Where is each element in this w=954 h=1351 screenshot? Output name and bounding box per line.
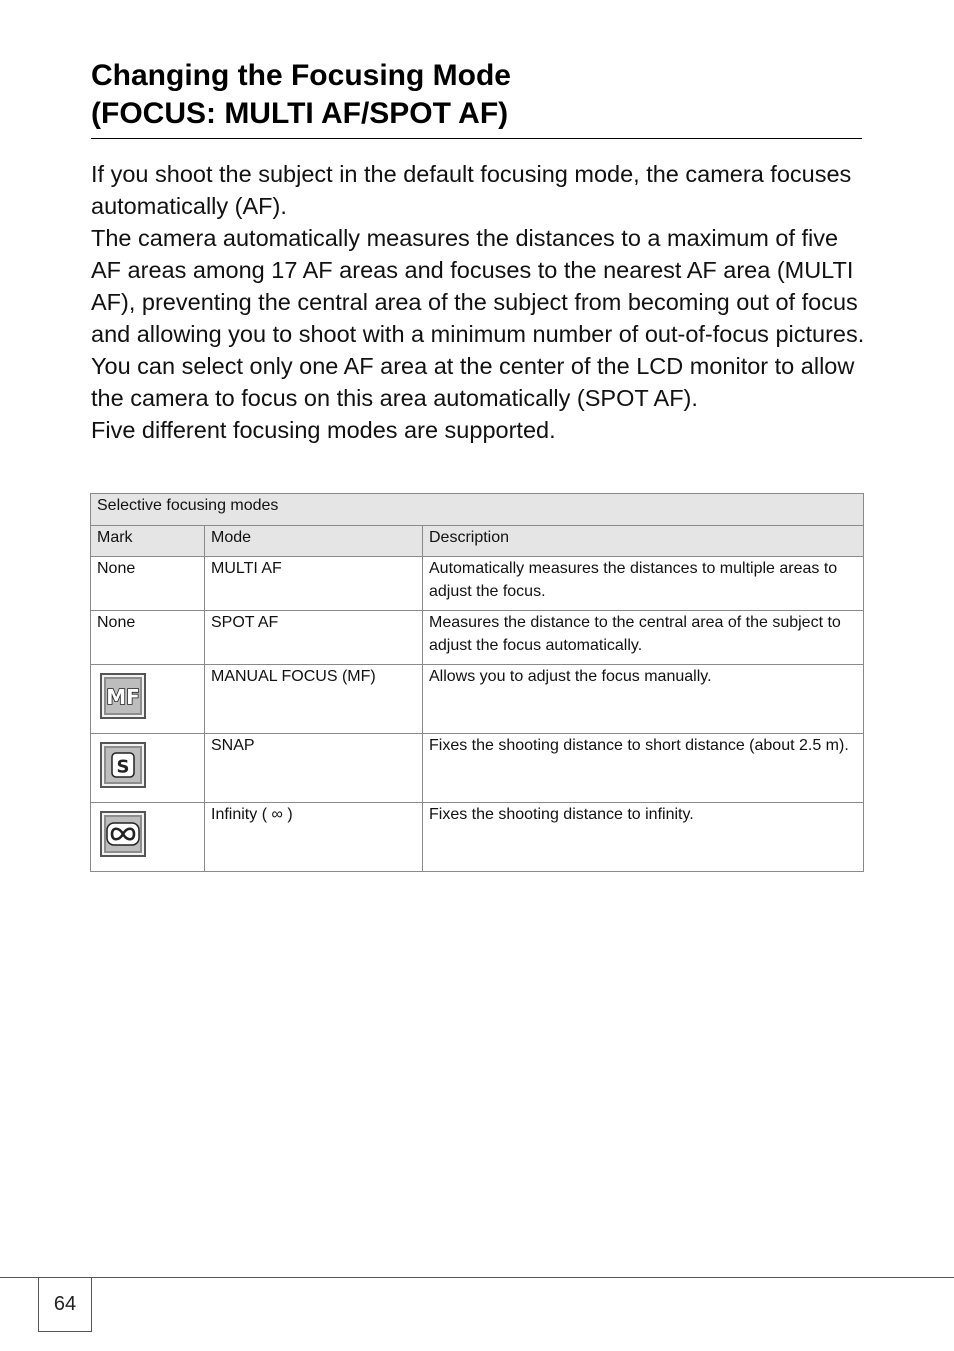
row-mark	[91, 665, 205, 734]
row-mode: Infinity ( ∞ )	[205, 803, 423, 872]
table-row	[91, 803, 864, 872]
footer-rule	[0, 1277, 954, 1278]
snap-s-icon	[100, 742, 146, 788]
svg-text:MF: MF	[106, 685, 140, 709]
row-description: Fixes the shooting distance to infinity.	[423, 803, 864, 872]
row-description: Measures the distance to the central area of the subject to adjust the focus automatically.	[423, 611, 864, 665]
intro-paragraph-4: Five different focusing modes are supported.	[91, 417, 556, 443]
row-mark	[91, 734, 205, 803]
table-row	[91, 665, 864, 734]
row-mode: SNAP	[205, 734, 423, 803]
page-title-line-1: Changing the Focusing Mode	[91, 59, 511, 92]
row-mark: None	[91, 611, 205, 665]
page-title	[91, 57, 862, 133]
table-caption: Selective focusing modes	[91, 494, 864, 526]
table-row	[91, 611, 864, 665]
svg-text:S: S	[116, 756, 130, 778]
intro-paragraph-3: You can select only one AF area at the center of the LCD monitor to allow the camera to focus on this area automatically (SPOT AF).	[91, 353, 855, 411]
table-row	[91, 734, 864, 803]
manual-focus-mf-icon	[100, 673, 146, 719]
header-mark: Mark	[91, 526, 205, 557]
page-title-line-2: (FOCUS: MULTI AF/SPOT AF)	[91, 97, 509, 130]
infinity-icon	[100, 811, 146, 857]
row-description: Automatically measures the distances to multiple areas to adjust the focus.	[423, 557, 864, 611]
row-mark: None	[91, 557, 205, 611]
row-description: Fixes the shooting distance to short distance (about 2.5 m).	[423, 734, 864, 803]
intro-text	[91, 158, 866, 446]
page-number: 64	[38, 1277, 92, 1332]
row-mode: SPOT AF	[205, 611, 423, 665]
row-mode: MANUAL FOCUS (MF)	[205, 665, 423, 734]
header-description: Description	[423, 526, 864, 557]
table-header-row	[91, 526, 864, 557]
title-underline	[91, 138, 862, 139]
row-description: Allows you to adjust the focus manually.	[423, 665, 864, 734]
header-mode: Mode	[205, 526, 423, 557]
table-caption-row	[91, 494, 864, 526]
focusing-modes-table	[90, 493, 864, 872]
row-mark	[91, 803, 205, 872]
intro-paragraph-1: If you shoot the subject in the default focusing mode, the camera focuses automatically (AF).	[91, 161, 852, 219]
row-mode: MULTI AF	[205, 557, 423, 611]
table-row	[91, 557, 864, 611]
intro-paragraph-2: The camera automatically measures the distances to a maximum of five AF areas among 17 AF areas and focuses to the nearest AF area (MULTI AF), preventing the central area of the subject from becoming out of focus and allowing you to shoot with a minimum number of out-of-focus pictures.	[91, 225, 865, 347]
